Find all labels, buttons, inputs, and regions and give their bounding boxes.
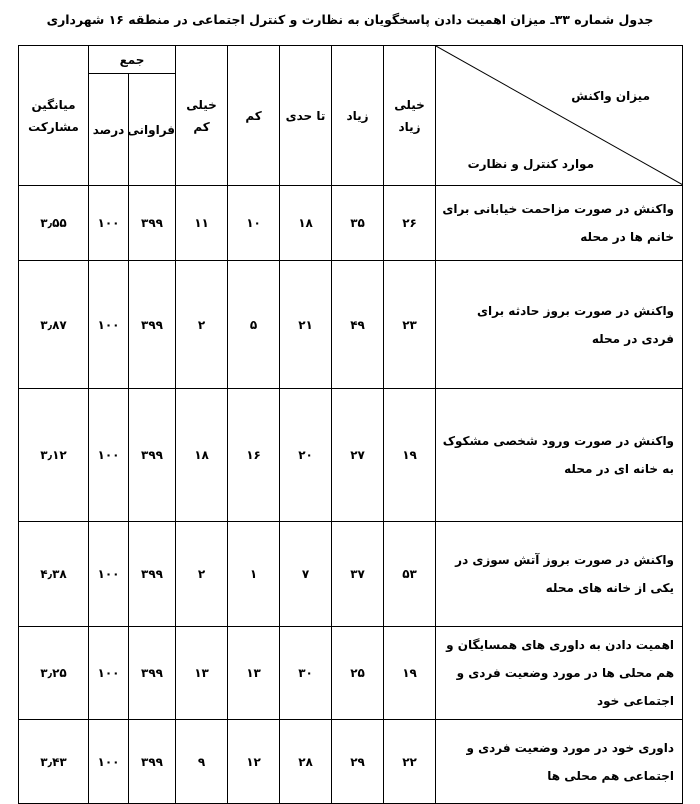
header-percent: درصد [89, 74, 129, 186]
cell-high: ۳۵ [332, 186, 384, 261]
cell-percent: ۱۰۰ [89, 389, 129, 522]
cell-high: ۴۹ [332, 261, 384, 389]
cell-somewhat: ۲۱ [280, 261, 332, 389]
cell-very-high: ۵۳ [384, 522, 436, 627]
cell-frequency: ۳۹۹ [129, 627, 176, 720]
header-somewhat: تا حدی [280, 46, 332, 186]
header-mean-participation: میانگین مشارکت [19, 46, 89, 186]
cell-frequency: ۳۹۹ [129, 186, 176, 261]
header-frequency: فراوانی [129, 74, 176, 186]
header-low: کم [228, 46, 280, 186]
header-total: جمع [89, 46, 176, 74]
cell-somewhat: ۳۰ [280, 627, 332, 720]
row-label: واکنش در صورت مزاحمت خیابانی برای خانم ها در محله [436, 186, 683, 261]
data-table [18, 45, 683, 804]
cell-high: ۲۷ [332, 389, 384, 522]
cell-somewhat: ۷ [280, 522, 332, 627]
cell-low: ۱۲ [228, 720, 280, 804]
cell-very-high: ۱۹ [384, 389, 436, 522]
row-label: اهمیت دادن به داوری های همسایگان و هم محلی ها در مورد وضعیت فردی و اجتماعی خود [436, 627, 683, 720]
table-caption: جدول شماره ۳۳ـ میزان اهمیت دادن پاسخگویان به نظارت و کنترل اجتماعی در منطقه ۱۶ شهرداری [46, 12, 654, 27]
cell-very-low: ۱۸ [176, 389, 228, 522]
header-very-high: خیلی زیاد [384, 46, 436, 186]
row-label: واکنش در صورت بروز آتش سوزی در یکی از خانه های محله [436, 522, 683, 627]
cell-somewhat: ۲۰ [280, 389, 332, 522]
cell-very-low: ۲ [176, 522, 228, 627]
cell-mean: ۳٫۵۵ [19, 186, 89, 261]
cell-percent: ۱۰۰ [89, 522, 129, 627]
cell-mean: ۴٫۳۸ [19, 522, 89, 627]
cell-low: ۱۰ [228, 186, 280, 261]
row-label: داوری خود در مورد وضعیت فردی و اجتماعی هم محلی ها [436, 720, 683, 804]
table-row [19, 186, 683, 261]
cell-high: ۳۷ [332, 522, 384, 627]
cell-percent: ۱۰۰ [89, 186, 129, 261]
cell-high: ۲۹ [332, 720, 384, 804]
row-label: واکنش در صورت بروز حادثه برای فردی در محله [436, 261, 683, 389]
cell-mean: ۳٫۱۲ [19, 389, 89, 522]
cell-very-high: ۱۹ [384, 627, 436, 720]
cell-frequency: ۳۹۹ [129, 261, 176, 389]
cell-very-low: ۱۳ [176, 627, 228, 720]
table-row [19, 261, 683, 389]
cell-percent: ۱۰۰ [89, 720, 129, 804]
cell-very-low: ۲ [176, 261, 228, 389]
cell-percent: ۱۰۰ [89, 627, 129, 720]
cell-percent: ۱۰۰ [89, 261, 129, 389]
header-high: زیاد [332, 46, 384, 186]
header-reaction-level: میزان واکنش [571, 89, 651, 103]
cell-low: ۱ [228, 522, 280, 627]
cell-very-low: ۹ [176, 720, 228, 804]
cell-very-high: ۲۲ [384, 720, 436, 804]
cell-mean: ۳٫۸۷ [19, 261, 89, 389]
cell-low: ۱۳ [228, 627, 280, 720]
cell-very-high: ۲۶ [384, 186, 436, 261]
cell-mean: ۳٫۴۳ [19, 720, 89, 804]
cell-mean: ۳٫۲۵ [19, 627, 89, 720]
table-row [19, 389, 683, 522]
cell-somewhat: ۲۸ [280, 720, 332, 804]
header-corner-cell [436, 46, 683, 186]
cell-somewhat: ۱۸ [280, 186, 332, 261]
cell-very-high: ۲۳ [384, 261, 436, 389]
cell-frequency: ۳۹۹ [129, 522, 176, 627]
table-row [19, 522, 683, 627]
cell-frequency: ۳۹۹ [129, 389, 176, 522]
row-label: واکنش در صورت ورود شخصی مشکوک به خانه ای در محله [436, 389, 683, 522]
cell-high: ۲۵ [332, 627, 384, 720]
header-very-low: خیلی کم [176, 46, 228, 186]
table-row [19, 720, 683, 804]
header-control-items: موارد کنترل و نظارت [467, 157, 595, 171]
cell-very-low: ۱۱ [176, 186, 228, 261]
cell-low: ۱۶ [228, 389, 280, 522]
cell-low: ۵ [228, 261, 280, 389]
cell-frequency: ۳۹۹ [129, 720, 176, 804]
table-row [19, 627, 683, 720]
